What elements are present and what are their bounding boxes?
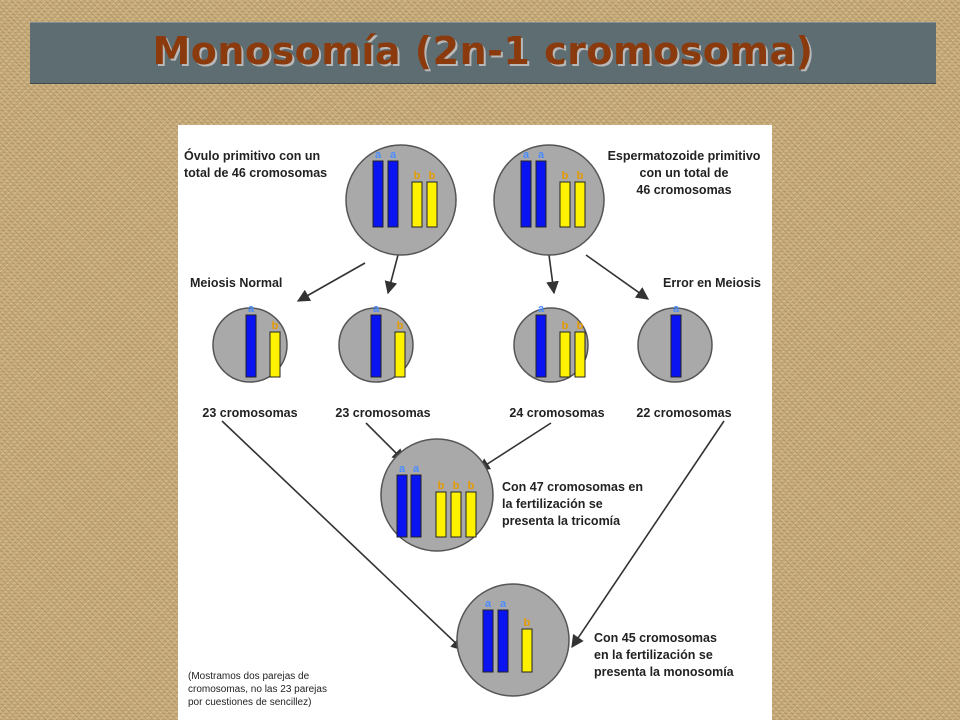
egg-cell [346,145,456,255]
gene-label-b: b [561,320,569,332]
chromosome-b [522,629,532,672]
trisomy-caption-line2: la fertilización se [502,497,603,511]
title-bar [30,22,936,84]
monosomy-zygote [457,584,569,696]
gamete-cell-3 [514,303,588,382]
monosomy-caption-line1: Con 45 cromosomas [594,631,717,645]
gene-label-b: b [271,320,279,332]
footnote-line3: por cuestiones de sencillez) [188,697,312,708]
gene-label-a: a [372,303,380,315]
chromosome-b [575,332,585,377]
chromosome-b [466,492,476,537]
sperm-caption-line3: 46 cromosomas [636,183,732,197]
arrow-sperm-to-cell3 [549,255,554,293]
footnote-line2: cromosomas, no las 23 parejas [188,684,327,695]
sperm-caption-line1: Espermatozoide primitivo [607,149,761,163]
gene-label-a: a [537,149,545,161]
gene-label-a: a [522,149,530,161]
chromosome-b [270,332,280,377]
chromosome-b [395,332,405,377]
chromosome-a [536,315,546,377]
gene-label-a: a [374,149,382,161]
sperm-cell [494,145,604,255]
gamete-count-2: 23 cromosomas [335,406,431,420]
arrow-cell3-to-trisomy [478,423,551,470]
monosomy-caption-line2: en la fertilización se [594,648,713,662]
chromosome-a [397,475,407,537]
arrow-egg-to-cell2 [388,255,398,293]
arrow-sperm-to-cell4 [586,255,648,299]
arrow-egg-to-cell1 [298,263,365,301]
gene-label-b: b [396,320,404,332]
egg-caption-line1: Óvulo primitivo con un [184,149,321,163]
trisomy-caption-line1: Con 47 cromosomas en [502,480,644,494]
chromosome-b [451,492,461,537]
gene-label-a: a [412,463,420,475]
gene-label-b: b [576,170,584,182]
egg-caption-line2: total de 46 cromosomas [184,166,328,180]
gene-label-b: b [428,170,436,182]
gene-label-b: b [413,170,421,182]
chromosome-b [427,182,437,227]
gene-label-a: a [398,463,406,475]
chromosome-a [483,610,493,672]
gene-label-a: a [672,303,680,315]
chromosome-a [373,161,383,227]
diagram-panel [178,125,772,720]
gamete-cell-2 [339,303,413,382]
chromosome-a [411,475,421,537]
chromosome-a [371,315,381,377]
chromosome-a [671,315,681,377]
gene-label-b: b [437,480,445,492]
gene-label-b: b [576,320,584,332]
slide-title: Monosomía (2n-1 cromosoma) [152,29,814,73]
gamete-cell-1 [213,303,287,382]
chromosome-a [536,161,546,227]
chromosome-b [412,182,422,227]
chromosome-a [498,610,508,672]
meiosis-normal-label: Meiosis Normal [190,276,283,290]
footnote-line1: (Mostramos dos parejas de [188,671,310,682]
chromosome-a [246,315,256,377]
gene-label-a: a [537,303,545,315]
chromosome-b [560,332,570,377]
sperm-caption-line2: con un total de [639,166,729,180]
chromosome-a [388,161,398,227]
meiosis-error-label: Error en Meiosis [663,276,761,290]
gene-label-a: a [247,303,255,315]
gene-label-a: a [389,149,397,161]
gene-label-a: a [499,598,507,610]
gene-label-b: b [467,480,475,492]
gamete-count-3: 24 cromosomas [509,406,605,420]
chromosome-b [575,182,585,227]
gamete-cell-4 [638,303,712,382]
chromosome-b [560,182,570,227]
chromosome-b [436,492,446,537]
gene-label-b: b [561,170,569,182]
arrow-cell4-to-monosomy [572,421,724,647]
trisomy-caption-line3: presenta la tricomía [502,514,621,528]
monosomy-caption-line3: presenta la monosomía [594,665,734,679]
gamete-count-4: 22 cromosomas [636,406,732,420]
gene-label-b: b [452,480,460,492]
gene-label-a: a [484,598,492,610]
gene-label-b: b [523,617,531,629]
chromosome-a [521,161,531,227]
meiosis-diagram [178,125,772,720]
gamete-count-1: 23 cromosomas [202,406,298,420]
trisomy-zygote [381,439,493,551]
